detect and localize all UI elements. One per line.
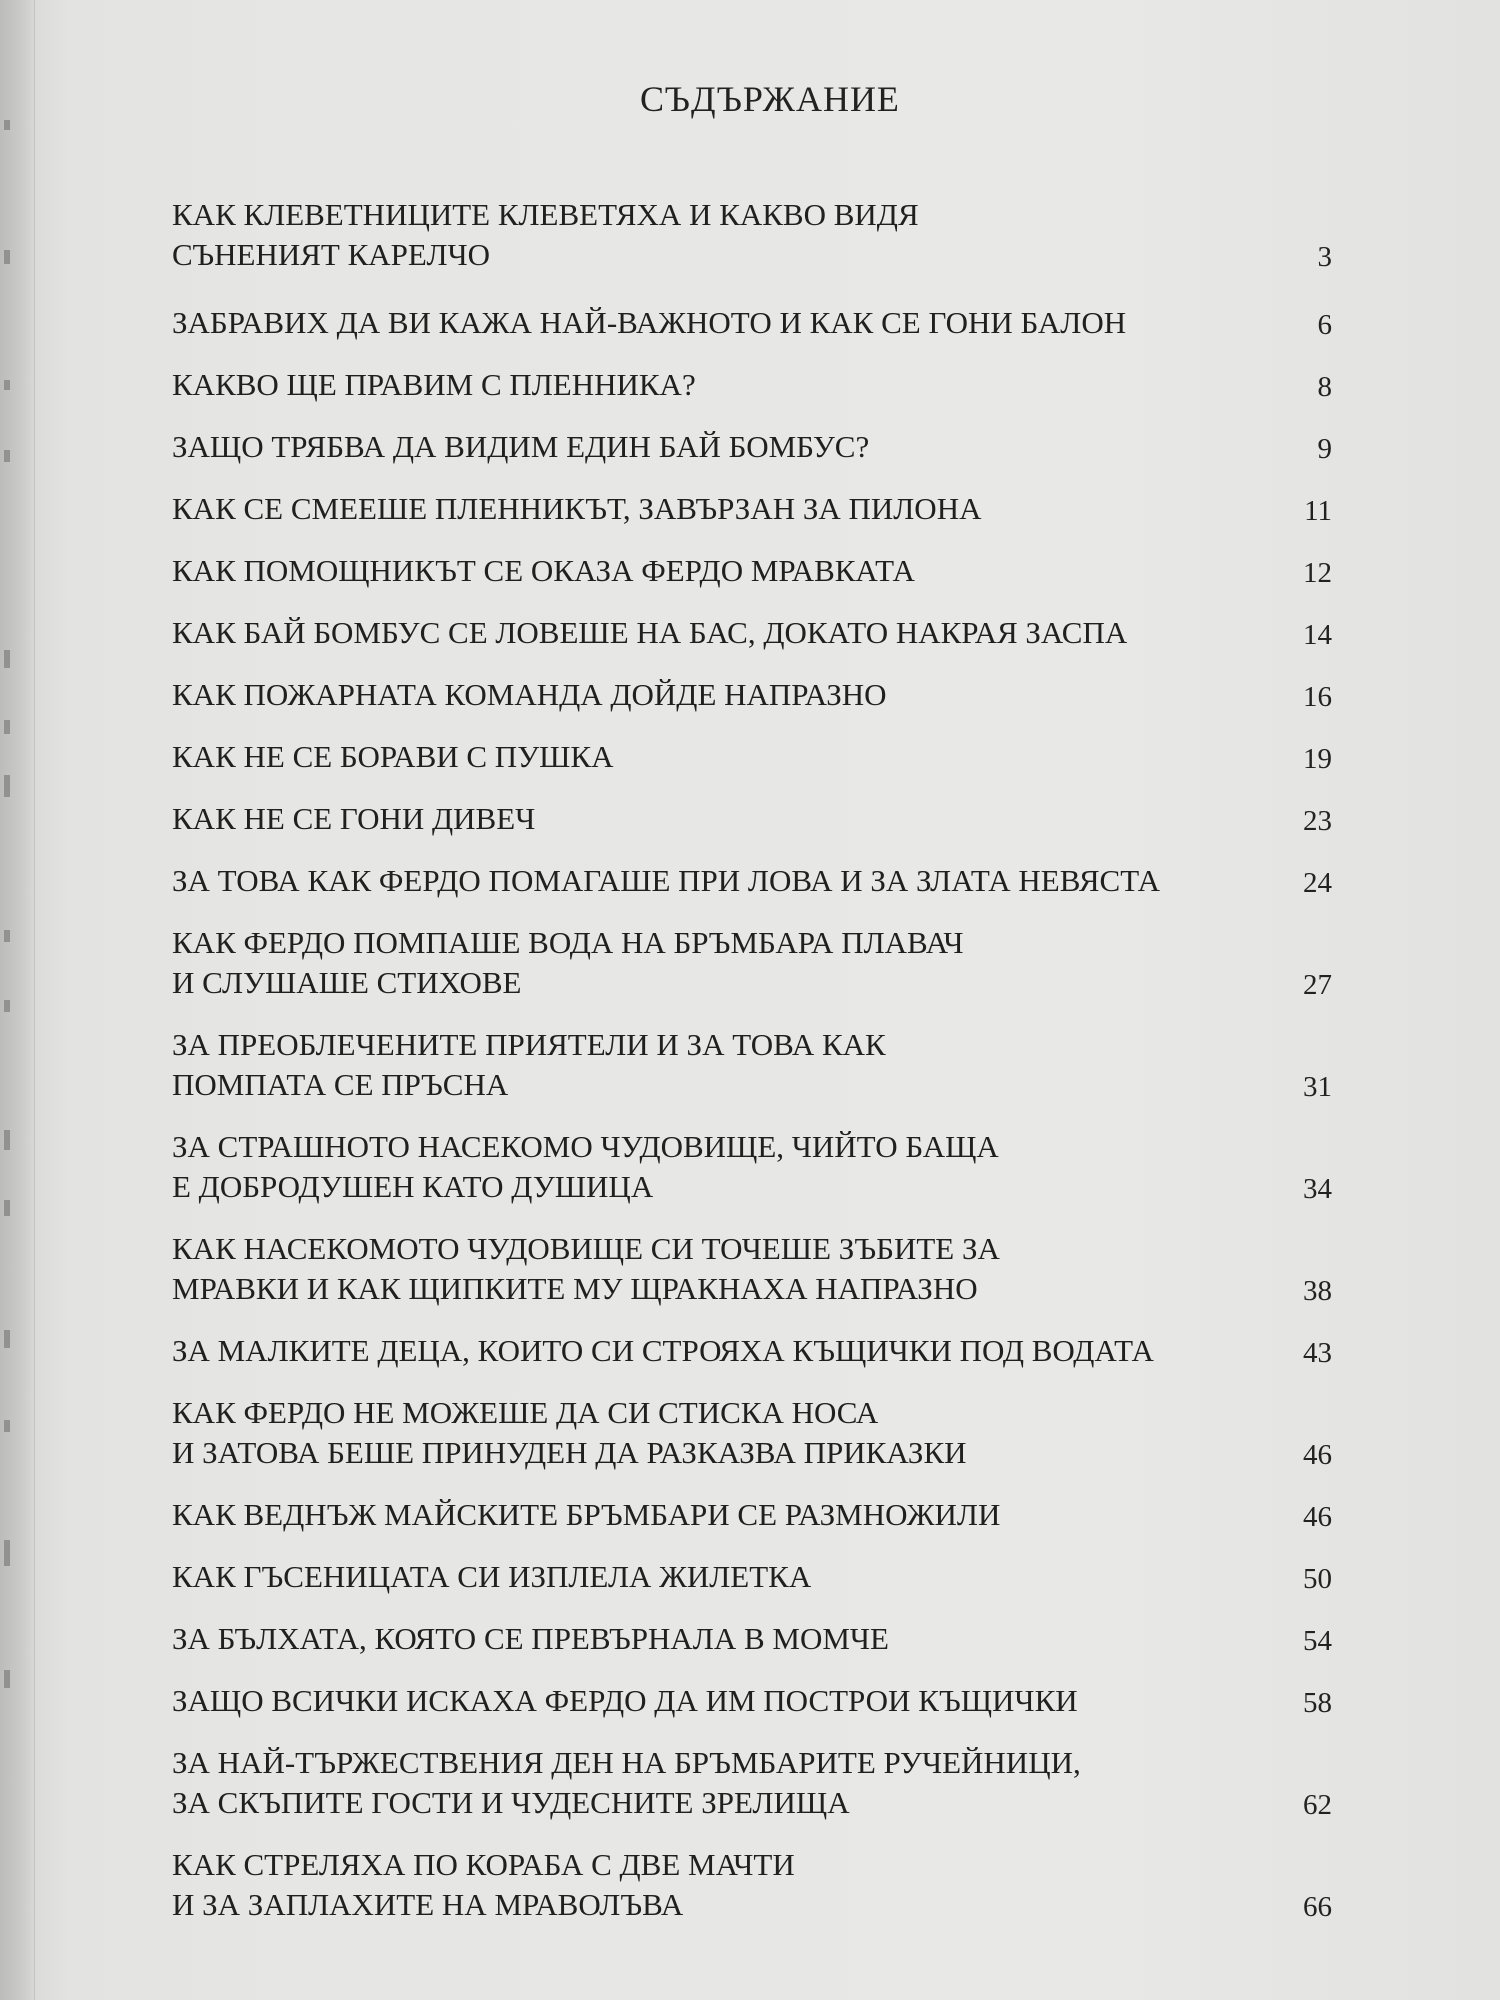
toc-entry-page-number: 16: [1303, 681, 1332, 713]
toc-entry-title: ЗАБРАВИХ ДА ВИ КАЖА НАЙ-ВАЖНОТО И КАК СЕ ГОНИ БАЛОН: [172, 305, 1127, 340]
table-of-contents: [172, 175, 1372, 1925]
toc-entry: [172, 1127, 1352, 1207]
toc-entry-title: ЗА ТОВА КАК ФЕРДО ПОМАГАШЕ ПРИ ЛОВА И ЗА ЗЛАТА НЕВЯСТА: [172, 863, 1160, 898]
toc-entry: [172, 195, 1352, 275]
page-title: СЪДЪРЖАНИЕ: [640, 79, 900, 119]
spine-mark: [4, 1670, 10, 1688]
toc-entry-title: КАК НЕ СЕ ГОНИ ДИВЕЧ: [172, 801, 536, 836]
toc-entry: [172, 1393, 1352, 1473]
spine-mark: [4, 650, 10, 668]
spine-mark: [4, 450, 10, 462]
toc-entry-page-number: 23: [1303, 805, 1332, 837]
toc-entry: [172, 799, 1352, 839]
spine-mark: [4, 775, 10, 797]
toc-entry: [172, 489, 1352, 529]
toc-entry-title: КАК ПОМОЩНИКЪТ СЕ ОКАЗА ФЕРДО МРАВКАТА: [172, 553, 915, 588]
toc-entry: [172, 675, 1352, 715]
spine-mark: [4, 1200, 10, 1216]
toc-entry-title: КАК БАЙ БОМБУС СЕ ЛОВЕШЕ НА БАС, ДОКАТО НАКРАЯ ЗАСПА: [172, 615, 1128, 650]
toc-entry-title: КАК ПОЖАРНАТА КОМАНДА ДОЙДЕ НАПРАЗНО: [172, 677, 887, 712]
toc-entry: [172, 737, 1352, 777]
toc-entry-page-number: 46: [1303, 1501, 1332, 1533]
spine-mark: [4, 1130, 10, 1150]
spine-mark: [4, 1420, 10, 1432]
toc-entry-page-number: 12: [1303, 557, 1332, 589]
toc-entry-page-number: 58: [1303, 1687, 1332, 1719]
spine-mark: [4, 1000, 10, 1012]
spine-mark: [4, 380, 10, 390]
toc-entry-page-number: 34: [1303, 1173, 1332, 1205]
book-spine: [0, 0, 35, 2000]
toc-entry-page-number: 50: [1303, 1563, 1332, 1595]
toc-entry-title: КАК КЛЕВЕТНИЦИТЕ КЛЕВЕТЯХА И КАКВО ВИДЯ СЪНЕНИЯТ КАРЕЛЧО: [172, 197, 919, 272]
toc-entry-page-number: 14: [1303, 619, 1332, 651]
toc-entry-title: ЗА БЪЛХАТА, КОЯТО СЕ ПРЕВЪРНАЛА В МОМЧЕ: [172, 1621, 889, 1656]
toc-entry-page-number: 24: [1303, 867, 1332, 899]
toc-entry: [172, 303, 1352, 343]
toc-entry: [172, 551, 1352, 591]
toc-entry: [172, 365, 1352, 405]
toc-entry-page-number: 38: [1303, 1275, 1332, 1307]
toc-entry-page-number: 62: [1303, 1789, 1332, 1821]
toc-entry-title: ЗА МАЛКИТЕ ДЕЦА, КОИТО СИ СТРОЯХА КЪЩИЧКИ ПОД ВОДАТА: [172, 1333, 1154, 1368]
toc-entry-title: КАК ФЕРДО НЕ МОЖЕШЕ ДА СИ СТИСКА НОСА И ЗАТОВА БЕШЕ ПРИНУДЕН ДА РАЗКАЗВА ПРИКАЗКИ: [172, 1395, 967, 1470]
toc-entry-title: КАКВО ЩЕ ПРАВИМ С ПЛЕННИКА?: [172, 367, 696, 402]
toc-entry-title: КАК СЕ СМЕЕШЕ ПЛЕННИКЪТ, ЗАВЪРЗАН ЗА ПИЛОНА: [172, 491, 982, 526]
toc-entry-page-number: 43: [1303, 1337, 1332, 1369]
toc-entry-title: ЗА СТРАШНОТО НАСЕКОМО ЧУДОВИЩЕ, ЧИЙТО БАЩА Е ДОБРОДУШЕН КАТО ДУШИЦА: [172, 1129, 999, 1204]
toc-entry-page-number: 46: [1303, 1439, 1332, 1471]
toc-entry-page-number: 8: [1317, 371, 1332, 403]
toc-entry-page-number: 66: [1303, 1891, 1332, 1923]
toc-entry-page-number: 54: [1303, 1625, 1332, 1657]
toc-entry: [172, 1557, 1352, 1597]
toc-entry-title: КАК ГЪСЕНИЦАТА СИ ИЗПЛЕЛА ЖИЛЕТКА: [172, 1559, 812, 1594]
toc-entry: [172, 861, 1352, 901]
toc-entry: [172, 1681, 1352, 1721]
toc-entry-title: ЗАЩО ВСИЧКИ ИСКАХА ФЕРДО ДА ИМ ПОСТРОИ КЪЩИЧКИ: [172, 1683, 1078, 1718]
toc-entry-page-number: 6: [1317, 309, 1332, 341]
toc-entry-page-number: 11: [1304, 495, 1332, 527]
toc-entry-title: КАК ФЕРДО ПОМПАШЕ ВОДА НА БРЪМБАРА ПЛАВАЧ И СЛУШАШЕ СТИХОВЕ: [172, 925, 964, 1000]
toc-entry: [172, 1845, 1352, 1925]
toc-entry-title: КАК ВЕДНЪЖ МАЙСКИТЕ БРЪМБАРИ СЕ РАЗМНОЖИЛИ: [172, 1497, 1001, 1532]
spine-mark: [4, 720, 10, 734]
toc-entry-title: ЗА ПРЕОБЛЕЧЕНИТЕ ПРИЯТЕЛИ И ЗА ТОВА КАК ПОМПАТА СЕ ПРЪСНА: [172, 1027, 886, 1102]
toc-entry: [172, 1743, 1352, 1823]
spine-mark: [4, 250, 10, 264]
toc-entry-title: КАК НАСЕКОМОТО ЧУДОВИЩЕ СИ ТОЧЕШЕ ЗЪБИТЕ ЗА МРАВКИ И КАК ЩИПКИТЕ МУ ЩРАКНАХА НАПРАЗНО: [172, 1231, 1000, 1306]
spine-mark: [4, 120, 10, 130]
toc-entry-page-number: 27: [1303, 969, 1332, 1001]
spine-mark: [4, 1540, 10, 1566]
toc-entry-page-number: 3: [1317, 241, 1332, 273]
spine-mark: [4, 930, 10, 942]
toc-entry: [172, 427, 1352, 467]
toc-entry: [172, 1229, 1352, 1309]
toc-entry: [172, 923, 1352, 1003]
toc-entry: [172, 1331, 1352, 1371]
toc-entry-title: ЗА НАЙ-ТЪРЖЕСТВЕНИЯ ДЕН НА БРЪМБАРИТЕ РУЧЕЙНИЦИ, ЗА СКЪПИТЕ ГОСТИ И ЧУДЕСНИТЕ ЗРЕЛИЩА: [172, 1745, 1081, 1820]
toc-entry-title: КАК СТРЕЛЯХА ПО КОРАБА С ДВЕ МАЧТИ И ЗА ЗАПЛАХИТЕ НА МРАВОЛЪВА: [172, 1847, 795, 1922]
toc-entry-page-number: 9: [1317, 433, 1332, 465]
toc-entry: [172, 613, 1352, 653]
toc-entry-page-number: 19: [1303, 743, 1332, 775]
toc-entry: [172, 1025, 1352, 1105]
toc-entry-title: ЗАЩО ТРЯБВА ДА ВИДИМ ЕДИН БАЙ БОМБУС?: [172, 429, 870, 464]
toc-entry-page-number: 31: [1303, 1071, 1332, 1103]
toc-entry: [172, 1619, 1352, 1659]
spine-mark: [4, 1330, 10, 1348]
toc-entry-title: КАК НЕ СЕ БОРАВИ С ПУШКА: [172, 739, 614, 774]
toc-entry: [172, 1495, 1352, 1535]
